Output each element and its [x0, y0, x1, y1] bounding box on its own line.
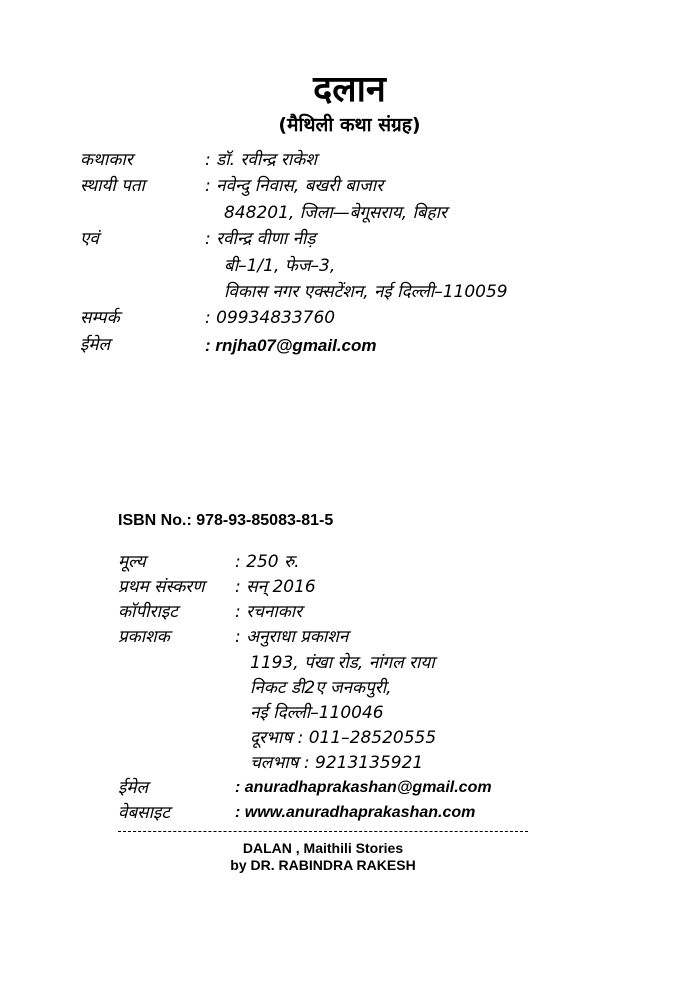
website-value: : www.anuradhaprakashan.com [235, 804, 476, 821]
email-label: ईमेल [80, 335, 111, 355]
alt-address-line-3: विकास नगर एक्सटेंशन, नई दिल्ली–110059 [224, 282, 508, 302]
edition-value: : सन् 2016 [235, 577, 316, 597]
publisher-email-label: ईमेल [118, 778, 149, 798]
book-subtitle: (मैथिली कथा संग्रह) [278, 114, 421, 136]
contact-label: सम्पर्क [80, 308, 120, 328]
author-value: : डॉ. रवीन्द्र राकेश [205, 150, 317, 170]
dashed-divider [118, 831, 528, 832]
website-label: वेबसाइट [118, 803, 170, 823]
publisher-mobile: चलभाष : 9213135921 [250, 753, 424, 773]
publisher-address-2: निकट डी2ए जनकपुरी, [250, 678, 392, 698]
alt-address-line-2: बी–1/1, फेज–3, [224, 256, 336, 276]
address-line-1: : नवेन्दु निवास, बखरी बाजार [205, 176, 384, 196]
book-title: दलान [313, 69, 386, 110]
copyright-value: : रचनाकार [235, 602, 303, 622]
footer-title: DALAN , Maithili Stories [242, 840, 404, 856]
publisher-address-3: नई दिल्ली–110046 [250, 703, 384, 723]
publisher-phone: दूरभाष : 011–28520555 [250, 728, 437, 748]
publisher-name: : अनुराधा प्रकाशन [235, 627, 349, 647]
publisher-address-1: 1193, पंखा रोड, नांगल राया [250, 653, 435, 673]
footer-author: by DR. RABINDRA RAKESH [230, 857, 416, 873]
price-value: : 250 रु. [235, 552, 300, 572]
publisher-email-value: : anuradhaprakashan@gmail.com [235, 779, 492, 796]
email-value: : rnjha07@gmail.com [205, 336, 377, 355]
isbn: ISBN No.: 978-93-85083-81-5 [118, 512, 334, 529]
address-line-2: 848201, जिला—बेगूसराय, बिहार [224, 203, 447, 223]
copyright-label: कॉपीराइट [118, 602, 178, 622]
address-label: स्थायी पता [80, 176, 145, 196]
author-label: कथाकार [80, 150, 133, 170]
price-label: मूल्य [118, 552, 146, 572]
alt-address-line-1: : रवीन्द्र वीणा नीड़ [205, 229, 316, 249]
alt-address-label: एवं [80, 229, 99, 249]
edition-label: प्रथम संस्करण [118, 577, 205, 597]
publisher-label: प्रकाशक [118, 627, 170, 647]
contact-value: : 09934833760 [205, 308, 336, 328]
